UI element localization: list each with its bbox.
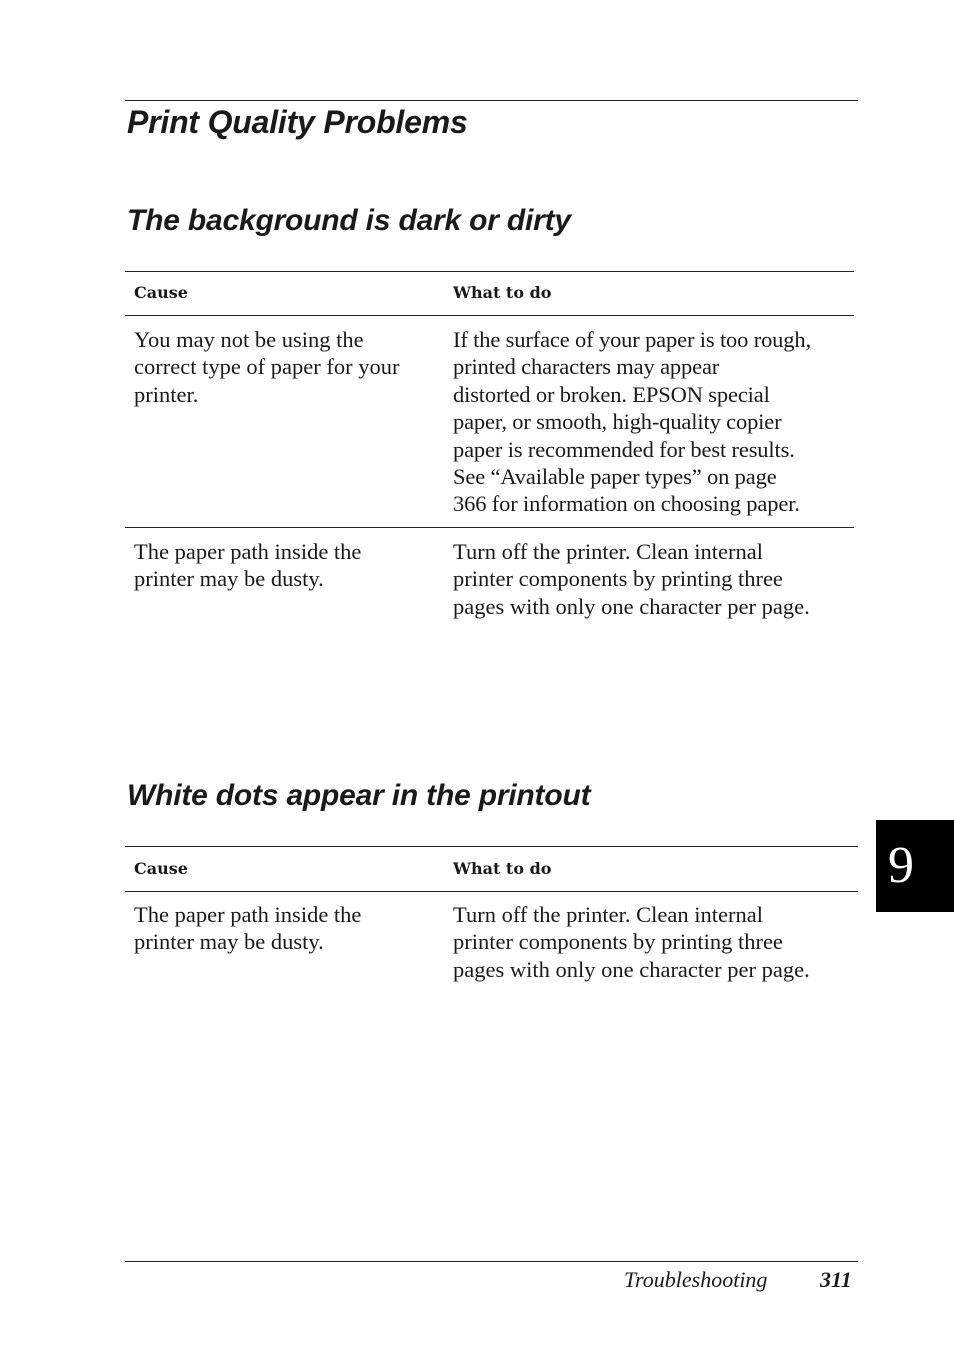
cell-line: distorted or broken. EPSON special [453,381,770,407]
cell-line: See “Available paper types” on page [453,464,777,490]
cell-line: printed characters may appear [453,354,720,380]
cell-line: You may not be using the [134,327,364,352]
table1-row-divider [125,527,854,528]
table1-top-rule [125,271,854,272]
cell-line: pages with only one character per page. [453,593,810,619]
section-heading-background-dark: The background is dark or dirty [127,204,571,237]
table2-header-cause: Cause [134,859,188,878]
cell-line: paper, or smooth, high-quality copier [453,409,782,435]
section-heading-white-dots: White dots appear in the printout [127,779,591,812]
table2-row1-action [453,901,810,983]
footer-page-number: 311 [820,1267,852,1292]
table2-header-what-to-do: What to do [453,859,552,878]
cell-line: printer components by printing three [453,929,783,955]
cell-line: If the surface of your paper is too rough, [453,327,811,352]
cell-line: printer. [134,381,199,407]
table1-row2-cause [134,538,361,593]
cell-line: pages with only one character per page. [453,956,810,982]
cell-line: printer may be dusty. [134,929,324,955]
cell-line: Turn off the printer. Clean internal [453,902,763,927]
table2-header-rule [125,891,858,892]
cell-line: paper is recommended for best results. [453,436,795,462]
table2-row1-cause [134,901,361,956]
title-rule [125,100,858,101]
cell-line: Turn off the printer. Clean internal [453,539,763,564]
cell-line: correct type of paper for your [134,354,400,380]
table1-header-what-to-do: What to do [453,283,552,302]
cell-line: The paper path inside the [134,539,362,564]
chapter-tab: 9 [876,820,954,912]
cell-line: printer components by printing three [453,566,783,592]
footer-section-title: Troubleshooting [624,1267,768,1292]
cell-line: The paper path inside the [134,902,362,927]
table1-row2-action [453,538,810,620]
table1-header-cause: Cause [134,283,188,302]
table1-row1-cause [134,326,400,408]
footer-rule [125,1261,858,1262]
table1-header-rule [125,315,854,316]
page-title: Print Quality Problems [127,104,468,140]
cell-line: 366 for information on choosing paper. [453,491,800,517]
table1-row1-action [453,326,811,518]
cell-line: printer may be dusty. [134,566,324,592]
table2-top-rule [125,846,858,847]
